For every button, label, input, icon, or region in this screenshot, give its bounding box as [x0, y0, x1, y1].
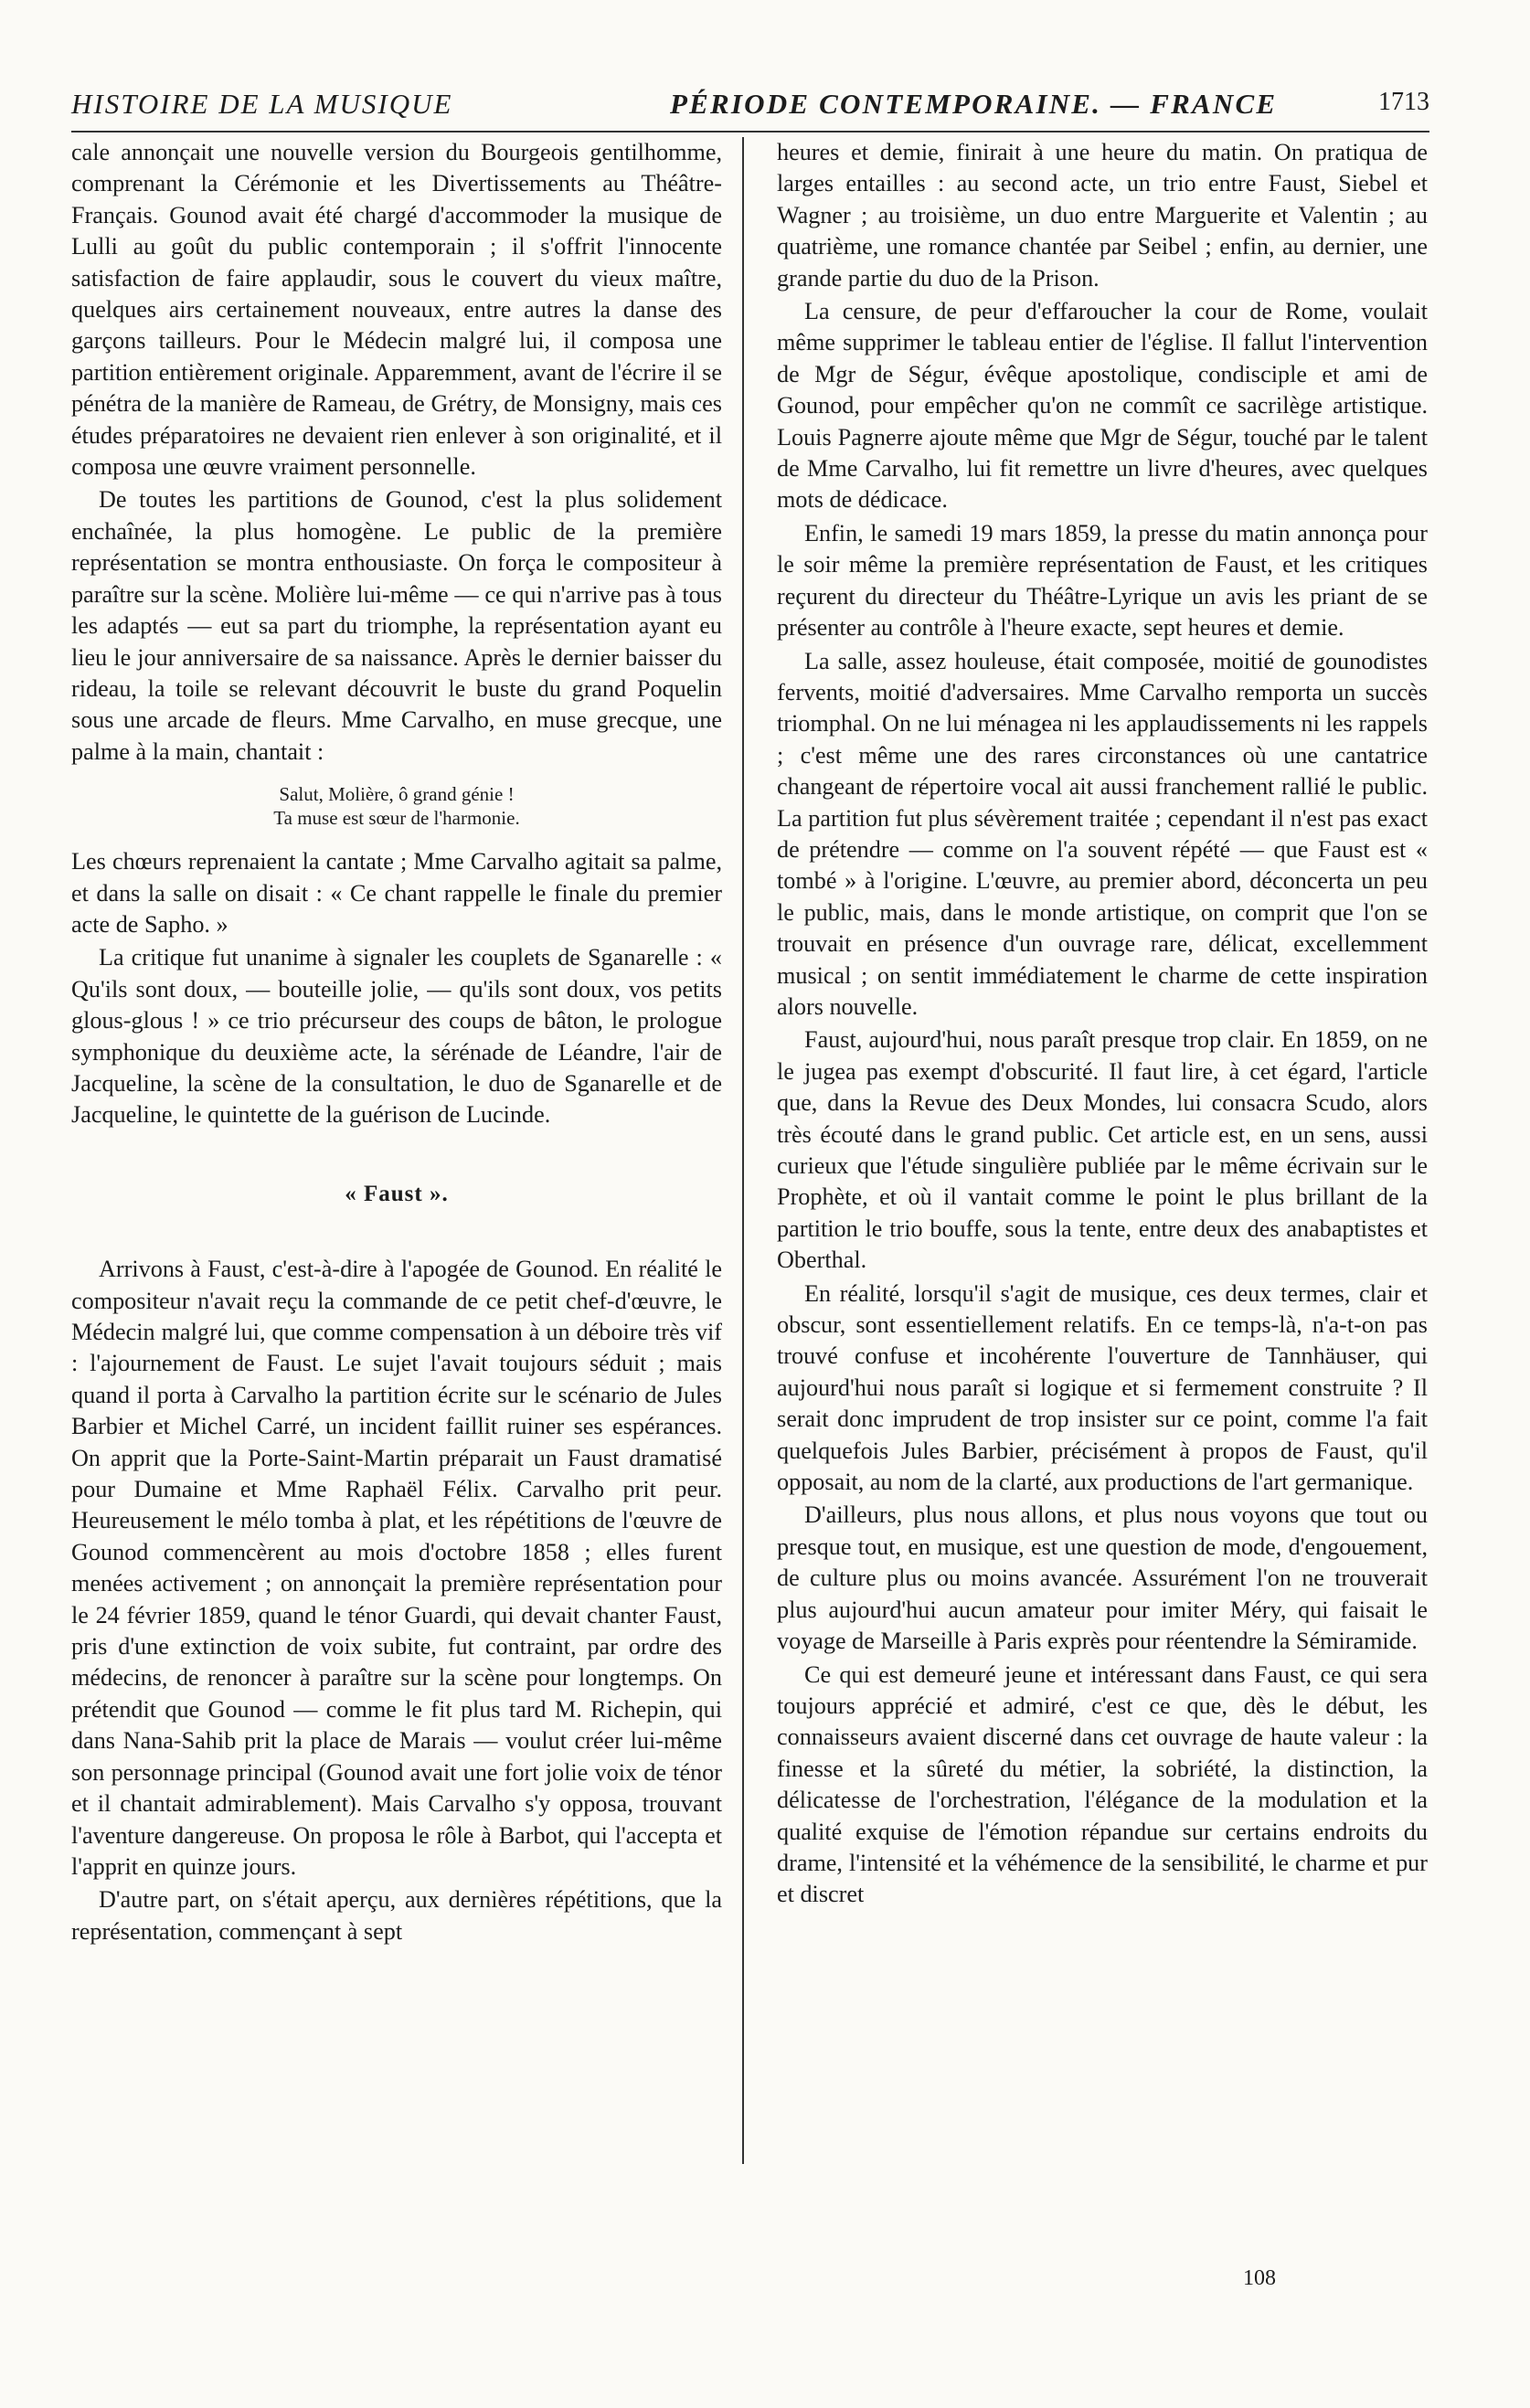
- paragraph: heures et demie, finirait à une heure du matin. On pratiqua de larges entailles : au second acte, un trio entre Faust, Siebel et Wagner ; au troisième, un duo entre Marguerite et Valentin ; au quatrième, une romance chantée par Seibel ; enfin, au dernier, une grande partie du duo de la Prison.: [777, 139, 1428, 292]
- paragraph: En réalité, lorsqu'il s'agit de musique, ces deux termes, clair et obscur, sont essentiellement relatifs. En ce temps-là, n'a-t-on pas trouvé confuse et incohérente l'ouverture de Tannhäuser, qui aujourd'hui nous paraît si logique et si fermement construite ? Il serait donc imprudent de trop insister sur ce point, comme l'a fait quelquefois Jules Barbier, précisément à propos de Faust, qu'il opposait, au nom de la clarté, aux productions de l'art germanique.: [777, 1279, 1428, 1496]
- verse-quote: [71, 782, 722, 830]
- paragraph: cale annonçait une nouvelle version du Bourgeois gentilhomme, comprenant la Cérémonie et les Divertissements au Théâtre-Français. Gounod avait été chargé d'accommoder la musique de Lulli au goût du public contemporain ; il s'offrit l'innocente satisfaction de faire applaudir, sous le couvert du vieux maître, quelques airs certainement nouveaux, entre autres la danse des garçons tailleurs. Pour le Médecin malgré lui, il composa une partition entièrement originale. Apparemment, avant de l'écrire il se pénétra de la manière de Rameau, de Grétry, de Monsigny, mais ces études préparatoires ne devaient rien enlever à son originalité, et il composa une œuvre vraiment personnelle.: [71, 139, 722, 481]
- running-header: [71, 88, 1429, 128]
- paragraph: Faust, aujourd'hui, nous paraît presque trop clair. En 1859, on ne le jugea pas exempt d'obscurité. Il faut lire, à cet égard, l'article que, dans la Revue des Deux Mondes, lui consacra Scudo, alors très écouté dans le grand public. Cet article est, en un sens, aussi curieux que l'étude singulière publiée par le même écrivain sur le Prophète, et où il vantait comme le point le plus brillant de la partition le trio bouffe, sous la tente, entre deux des anabaptistes et Oberthal.: [777, 1026, 1428, 1274]
- section-heading: « Faust ».: [345, 1181, 449, 1206]
- right-column: [777, 137, 1428, 1911]
- verse-line: Salut, Molière, ô grand génie !: [279, 783, 515, 806]
- page-number: 108: [1243, 2266, 1276, 2290]
- header-rule: [71, 131, 1429, 133]
- header-page-ref: 1713: [1378, 88, 1429, 116]
- verse-line: Ta muse est sœur de l'harmonie.: [273, 807, 520, 830]
- paragraph: La critique fut unanime à signaler les couplets de Sganarelle : « Qu'ils sont doux, — bouteille jolie, — qu'ils sont doux, vos petits glous-glous ! » ce trio précurseur des coups de bâton, le prologue symphonique du deuxième acte, la sérénade de Léandre, l'air de Jacqueline, la scène de la consultation, le duo de Sganarelle et de Jacqueline, le quintette de la guérison de Lucinde.: [71, 944, 722, 1129]
- paragraph: La censure, de peur d'effaroucher la cour de Rome, voulait même supprimer le tableau entier de l'église. Il fallut l'intervention de Mgr de Ségur, évêque apostolique, condisciple et ami de Gounod, pour empêcher qu'on ne commît ce sacrilège artistique. Louis Pagnerre ajoute même que Mgr de Ségur, touché par le talent de Mme Carvalho, lui fit remettre un livre d'heures, avec quelques mots de dédicace.: [777, 298, 1428, 514]
- paragraph: Enfin, le samedi 19 mars 1859, la presse du matin annonça pour le soir même la première représentation de Faust, et les critiques reçurent du directeur du Théâtre-Lyrique un avis les priant de se présenter au contrôle à l'heure exacte, sept heures et demie.: [777, 519, 1428, 642]
- paragraph: D'ailleurs, plus nous allons, et plus nous voyons que tout ou presque tout, en musique, est une question de mode, d'engouement, de culture plus ou moins avancée. Assurément l'on ne trouverait plus aujourd'hui aucun amateur pour imiter Méry, qui faisait le voyage de Marseille à Paris exprès pour réentendre la Sémiramide.: [777, 1501, 1428, 1655]
- paragraph: Ce qui est demeuré jeune et intéressant dans Faust, ce qui sera toujours apprécié et admiré, c'est ce que, dès le début, les connaisseurs avaient discerné dans cet ouvrage de haute valeur : la finesse et la sûreté du métier, la sobriété, la distinction, la délicatesse de l'orchestration, l'élégance de la modulation et la qualité exquise de l'émotion répandue sur certains endroits du drame, l'intensité et la véhémence de la sensibilité, le charme et pur et discret: [777, 1660, 1428, 1908]
- paragraph: La salle, assez houleuse, était composée, moitié de gounodistes fervents, moitié d'adversaires. Mme Carvalho remporta un succès triomphal. On ne lui ménagea ni les applaudissements ni les rappels ; c'est même une des rares circonstances où une cantatrice changeant de répertoire vocal ait aussi franchement rallié le public. La partition fut plus sévèrement traitée ; cependant il n'est pas exact de prétendre — comme on l'a souvent répété — que Faust est « tombé » à l'origine. L'œuvre, au premier abord, déconcerta un peu le public, mais, dans le monde artistique, on comprit que l'on se trouvait en présence d'un ouvrage rare, délicat, excellemment musical ; on sentit immédiatement le charme de cette inspiration alors nouvelle.: [777, 647, 1428, 1020]
- header-section-title: PÉRIODE CONTEMPORAINE. — FRANCE: [670, 88, 1278, 120]
- header-book-title: HISTOIRE DE LA MUSIQUE: [71, 88, 453, 120]
- paragraph: Arrivons à Faust, c'est-à-dire à l'apogée de Gounod. En réalité le compositeur n'avait reçu la commande de ce petit chef-d'œuvre, le Médecin malgré lui, que comme compensation à un déboire très vif : l'ajournement de Faust. Le sujet l'avait toujours séduit ; mais quand il porta à Carvalho la partition écrite sur le scénario de Jules Barbier et Michel Carré, un incident faillit ruiner ses espérances. On apprit que la Porte-Saint-Martin préparait un Faust dramatisé pour Dumaine et Mme Raphaël Félix. Carvalho prit peur. Heureusement le mélo tomba à plat, et les répétitions de l'œuvre de Gounod commencèrent au mois d'octobre 1858 ; elles furent menées activement ; on annonçait la première représentation pour le 24 février 1859, quand le ténor Guardi, qui devait chanter Faust, pris d'une extinction de voix subite, fut contraint, par ordre des médecins, de renoncer à paraître sur la scène pour longtemps. On prétendit que Gounod — comme le fit plus tard M. Richepin, qui dans Nana-Sahib prit la place de Marais — voulut créer lui-même son personnage principal (Gounod avait une fort jolie voix de ténor et il chantait admirablement). Mais Carvalho s'y opposa, trouvant l'aventure dangereuse. On proposa le rôle à Barbot, qui l'accepta et l'apprit en quinze jours.: [71, 1256, 722, 1880]
- paragraph: De toutes les partitions de Gounod, c'est la plus solidement enchaînée, la plus homogène. Le public de la première représentation se montra enthousiaste. On força le compositeur à paraître sur la scène. Molière lui-même — ce qui n'arrive pas à tous les adaptés — eut sa part du triomphe, la représentation ayant eu lieu le jour anniversaire de sa naissance. Après le dernier baisser du rideau, la toile se relevant découvrit le buste du grand Poquelin sous une arcade de fleurs. Mme Carvalho, en muse grecque, une palme à la main, chantait :: [71, 486, 722, 765]
- left-column: [71, 137, 722, 1947]
- paragraph: Les chœurs reprenaient la cantate ; Mme Carvalho agitait sa palme, et dans la salle on disait : « Ce chant rappelle le finale du premier acte de Sapho. »: [71, 848, 722, 938]
- column-divider: [742, 137, 744, 2164]
- paragraph: D'autre part, on s'était aperçu, aux dernières répétitions, que la représentation, commençant à sept: [71, 1886, 722, 1945]
